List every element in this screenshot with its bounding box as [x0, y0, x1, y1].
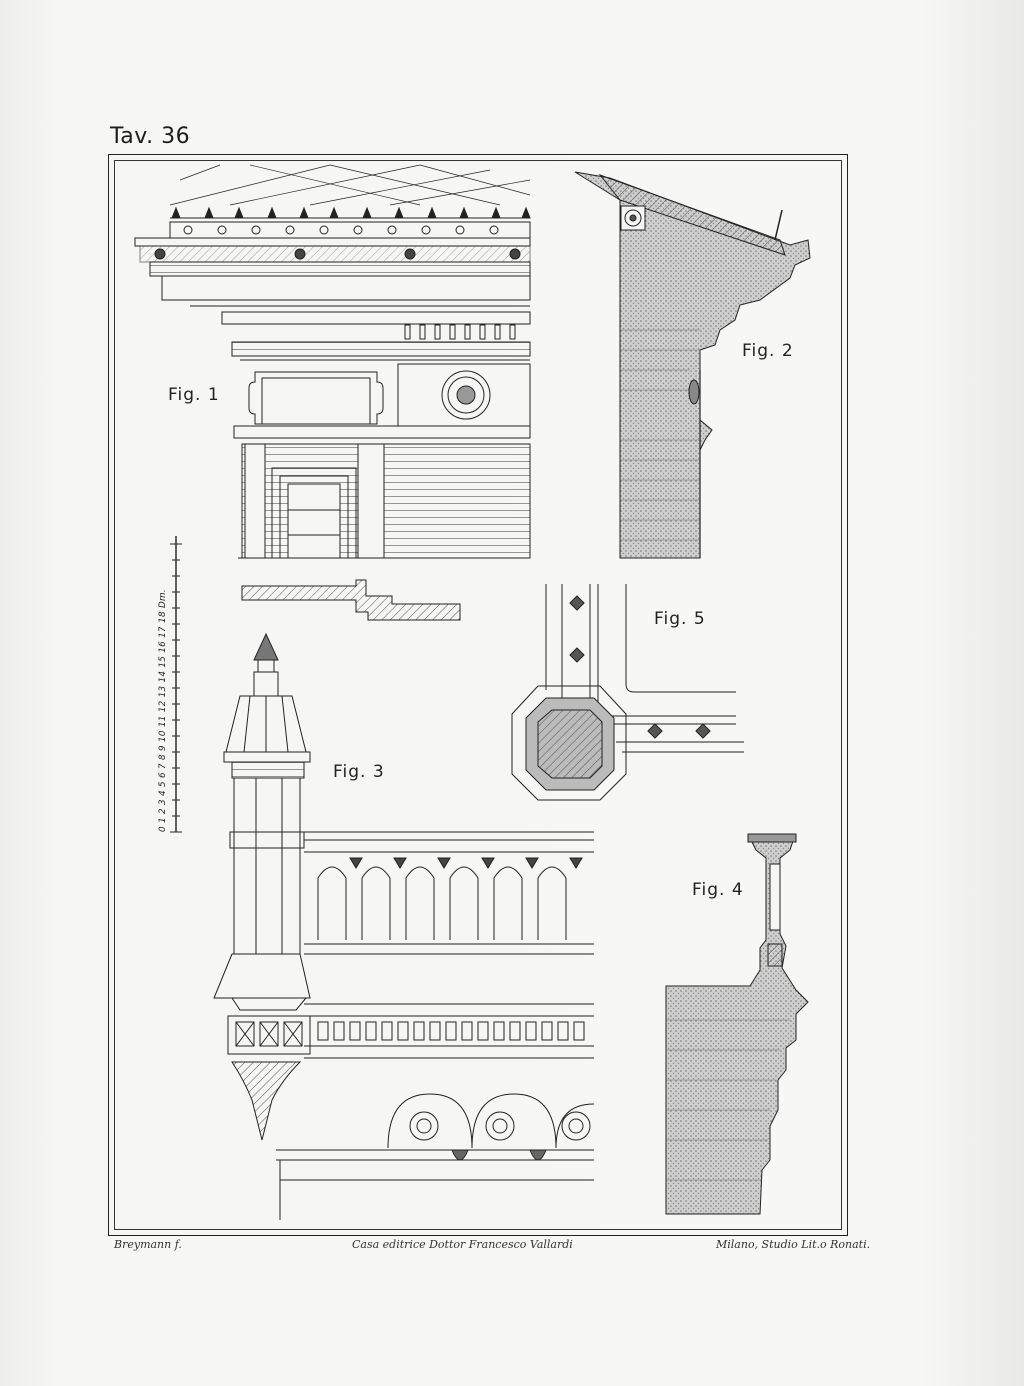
- arcade-arches: [318, 867, 566, 940]
- crest-spikes: [172, 208, 530, 218]
- plate-title: Tav. 36: [110, 124, 191, 149]
- console-blocks: [318, 1022, 584, 1040]
- figure-2-cornice-section: [575, 172, 810, 558]
- dentils: [405, 325, 515, 339]
- credit-publisher: Casa editrice Dottor Francesco Vallardi: [352, 1238, 573, 1251]
- credit-printer: Milano, Studio Lit.o Ronati.: [716, 1238, 871, 1251]
- figure-3-label: Fig. 3: [333, 762, 385, 782]
- figure-1-label: Fig. 1: [168, 385, 220, 405]
- arcade-triangles: [350, 858, 582, 868]
- scale-bar: [170, 536, 182, 832]
- figure-5-corner-plan: [512, 584, 744, 800]
- rosettes-row: [184, 226, 498, 234]
- figure-5-label: Fig. 5: [654, 609, 706, 629]
- credit-author: Breymann f.: [114, 1238, 182, 1251]
- figure-4-label: Fig. 4: [692, 880, 744, 900]
- figure-2-label: Fig. 2: [742, 341, 794, 361]
- scale-label: 0 1 2 3 4 5 6 7 8 9 10 11 12 13 14 15 16 17 18 Dm.: [158, 589, 168, 832]
- roof-lattice: [170, 165, 530, 205]
